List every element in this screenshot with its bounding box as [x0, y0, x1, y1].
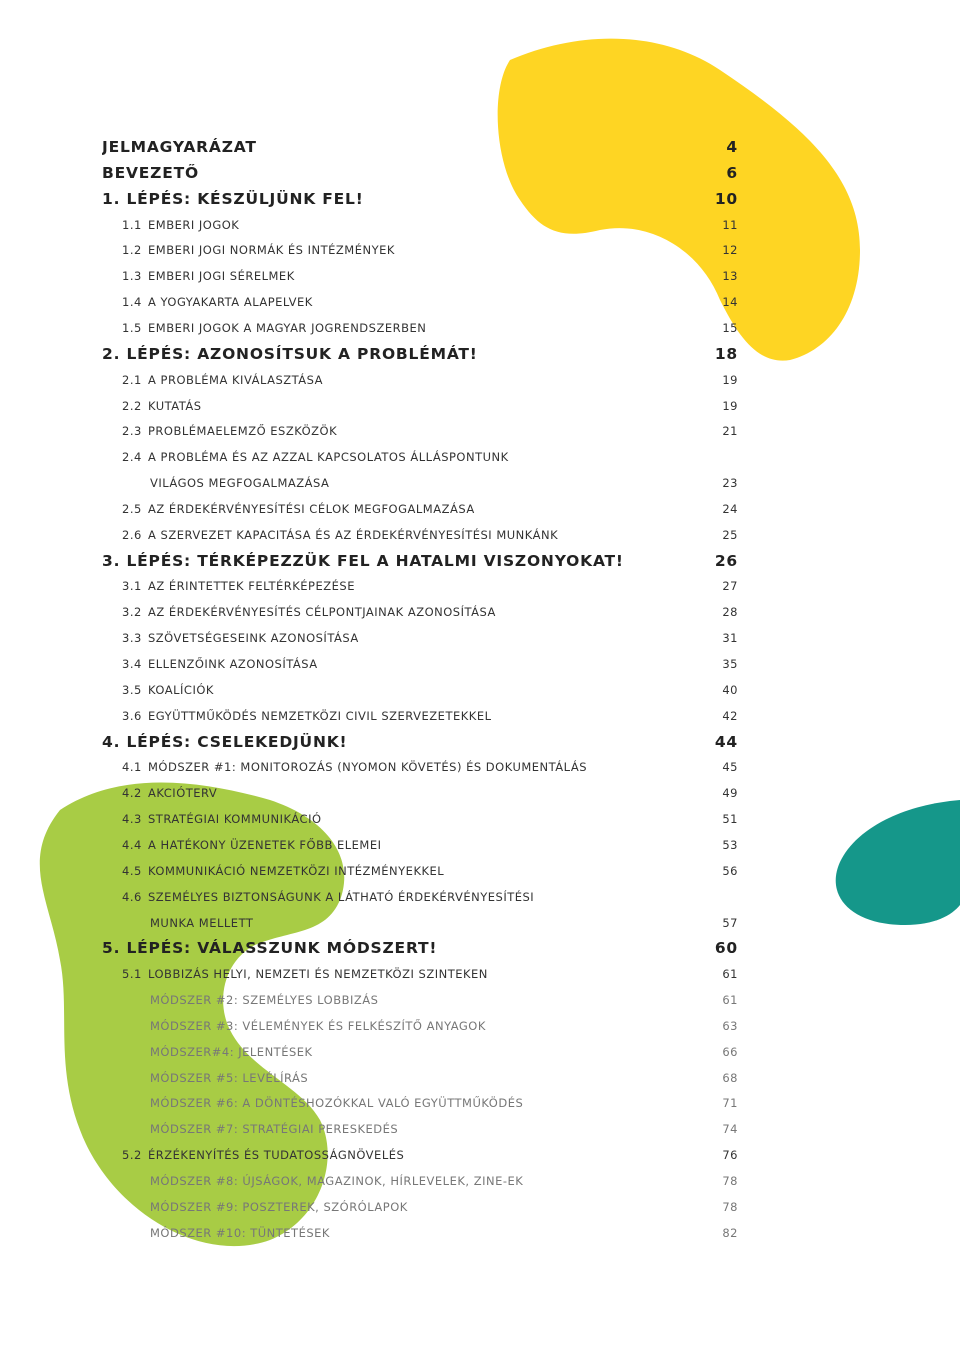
- toc-entry-label: ÉRZÉKENYÍTÉS ÉS TUDATOSSÁGNÖVELÉS: [148, 1148, 405, 1163]
- toc-entry-title: [102, 373, 722, 387]
- toc-section-row[interactable]: [102, 599, 738, 625]
- toc-entry-title: [102, 218, 722, 232]
- toc-page-number: 23: [722, 476, 738, 491]
- toc-method-row[interactable]: [102, 1220, 738, 1246]
- toc-entry-number: 2.3: [122, 424, 142, 439]
- toc-entry-number: 3.3: [122, 631, 142, 646]
- toc-section-row[interactable]: [102, 237, 738, 263]
- toc-entry-title: MÓDSZER #7: STRATÉGIAI PERESKEDÉS: [150, 1122, 399, 1137]
- toc-page-number: 13: [722, 269, 738, 284]
- toc-page-number: 14: [722, 295, 738, 310]
- toc-section-row[interactable]: [102, 703, 738, 729]
- toc-chapter-row[interactable]: [102, 160, 738, 186]
- toc-section-row[interactable]: [102, 212, 738, 238]
- toc-page-number: 44: [714, 732, 738, 751]
- toc-entry-label: SZEMÉLYES BIZTONSÁGUNK A LÁTHATÓ ÉRDEKÉRVÉNYESÍTÉSI: [148, 889, 535, 904]
- toc-entry-title: MÓDSZER #5: LEVÉLÍRÁS: [150, 1070, 309, 1085]
- toc-page-number: 24: [722, 501, 738, 516]
- toc-entry-label: AKCIÓTERV: [148, 786, 218, 801]
- toc-entry-title: 1. LÉPÉS: KÉSZÜLJÜNK FEL!: [102, 189, 364, 208]
- toc-entry-number: 1.4: [122, 295, 142, 310]
- toc-section-row[interactable]: [102, 651, 738, 677]
- toc-entry-number: 2.6: [122, 527, 142, 542]
- toc-entry-title: [102, 1148, 722, 1162]
- toc-page-number: 78: [722, 1199, 738, 1214]
- toc-entry-label: EMBERI JOGI SÉRELMEK: [148, 269, 295, 284]
- toc-section-row[interactable]: [102, 858, 738, 884]
- toc-page-number: 61: [722, 967, 738, 982]
- toc-entry-number: 5.2: [122, 1148, 142, 1163]
- toc-entry-label: EMBERI JOGOK A MAGYAR JOGRENDSZERBEN: [148, 320, 427, 335]
- toc-section-row[interactable]: [102, 496, 738, 522]
- toc-page-number: 60: [714, 939, 738, 958]
- toc-entry-title: [102, 838, 722, 852]
- toc-page-number: 63: [722, 1018, 738, 1033]
- toc-entry-title: [102, 631, 722, 645]
- toc-entry-title: [102, 295, 722, 309]
- toc-entry-title: [102, 760, 722, 774]
- toc-section-row[interactable]: [102, 573, 738, 599]
- toc-page-number: 53: [722, 837, 738, 852]
- toc-page-number: 82: [722, 1225, 738, 1240]
- toc-entry-title: 3. LÉPÉS: TÉRKÉPEZZÜK FEL A HATALMI VISZONYOKAT!: [102, 551, 624, 570]
- toc-entry-title: MÓDSZER#4: JELENTÉSEK: [150, 1044, 313, 1059]
- toc-entry-title: [102, 399, 722, 413]
- toc-entry-title: [102, 812, 722, 826]
- toc-entry-title: JELMAGYARÁZAT: [102, 138, 257, 156]
- toc-page-number: 71: [722, 1096, 738, 1111]
- toc-section-row[interactable]: [102, 780, 738, 806]
- toc-entry-number: 4.5: [122, 863, 142, 878]
- toc-entry-label: AZ ÉRDEKÉRVÉNYESÍTÉSI CÉLOK MEGFOGALMAZÁSA: [148, 501, 475, 516]
- toc-entry-label: LOBBIZÁS HELYI, NEMZETI ÉS NEMZETKÖZI SZINTEKEN: [148, 967, 488, 982]
- toc-method-row[interactable]: [102, 1116, 738, 1142]
- toc-entry-title: [102, 528, 722, 542]
- toc-entry-title: 2. LÉPÉS: AZONOSÍTSUK A PROBLÉMÁT!: [102, 344, 478, 363]
- toc-entry-title: [102, 321, 722, 335]
- toc-entry-label: KOALÍCIÓK: [148, 682, 214, 697]
- toc-page-number: 66: [722, 1044, 738, 1059]
- toc-chapter-row[interactable]: [102, 729, 738, 755]
- toc-entry-number: 1.1: [122, 217, 142, 232]
- toc-entry-label: EMBERI JOGOK: [148, 217, 240, 232]
- toc-entry-title: VILÁGOS MEGFOGALMAZÁSA: [150, 476, 330, 491]
- toc-section-row[interactable]: [102, 1142, 738, 1168]
- toc-entry-title: [102, 657, 722, 671]
- toc-section-row[interactable]: [102, 522, 738, 548]
- toc-entry-title: [102, 243, 722, 257]
- toc-section-row[interactable]: [102, 418, 738, 444]
- toc-method-row[interactable]: [102, 1039, 738, 1065]
- toc-chapter-row[interactable]: [102, 186, 738, 212]
- toc-method-row[interactable]: [102, 1065, 738, 1091]
- toc-entry-title: MUNKA MELLETT: [150, 915, 254, 930]
- toc-page-number: 42: [722, 708, 738, 723]
- toc-page-number: 61: [722, 993, 738, 1008]
- toc-entry-label: EMBERI JOGI NORMÁK ÉS INTÉZMÉNYEK: [148, 243, 395, 258]
- toc-entry-label: EGYÜTTMŰKÖDÉS NEMZETKÖZI CIVIL SZERVEZETEKKEL: [148, 708, 492, 723]
- toc-entry-label: STRATÉGIAI KOMMUNIKÁCIÓ: [148, 812, 322, 827]
- toc-entry-title: 5. LÉPÉS: VÁLASSZUNK MÓDSZERT!: [102, 939, 438, 958]
- toc-page-number: 35: [722, 657, 738, 671]
- toc-method-row[interactable]: [102, 987, 738, 1013]
- toc-entry-number: 3.6: [122, 708, 142, 723]
- toc-entry-label: A YOGYAKARTA ALAPELVEK: [148, 295, 313, 310]
- toc-entry-title: [102, 269, 722, 283]
- toc-page-number: 25: [722, 527, 738, 542]
- toc-entry-label: AZ ÉRINTETTEK FELTÉRKÉPEZÉSE: [148, 579, 355, 594]
- toc-entry-label: AZ ÉRDEKÉRVÉNYESÍTÉS CÉLPONTJAINAK AZONOSÍTÁSA: [148, 605, 496, 620]
- toc-method-row[interactable]: [102, 1013, 738, 1039]
- toc-method-row[interactable]: [102, 1168, 738, 1194]
- toc-entry-number: 3.1: [122, 579, 142, 594]
- toc-page-number: 28: [722, 605, 738, 620]
- toc-method-row[interactable]: [102, 1090, 738, 1116]
- toc-entry-title: [102, 579, 722, 593]
- toc-section-row[interactable]: [102, 961, 738, 987]
- toc-chapter-row[interactable]: [102, 134, 738, 160]
- toc-entry-number: 4.1: [122, 760, 142, 775]
- toc-entry-number: 4.6: [122, 889, 142, 904]
- toc-entry-label: A PROBLÉMA ÉS AZ AZZAL KAPCSOLATOS ÁLLÁSPONTUNK: [148, 450, 509, 465]
- toc-section-row[interactable]: [102, 470, 738, 496]
- toc-chapter-row[interactable]: [102, 548, 738, 574]
- toc-section-row[interactable]: [102, 884, 738, 910]
- toc-page-number: 56: [722, 863, 738, 878]
- toc-page-number: 74: [722, 1122, 738, 1137]
- toc-entry-label: KUTATÁS: [148, 398, 202, 413]
- toc-chapter-row[interactable]: [102, 341, 738, 367]
- toc-entry-number: 2.4: [122, 450, 142, 465]
- toc-page-number: 49: [722, 786, 738, 801]
- toc-entry-title: MÓDSZER #3: VÉLEMÉNYEK ÉS FELKÉSZÍTŐ ANYAGOK: [150, 1018, 486, 1033]
- toc-entry-label: KOMMUNIKÁCIÓ NEMZETKÖZI INTÉZMÉNYEKKEL: [148, 863, 445, 878]
- toc-section-row[interactable]: [102, 910, 738, 936]
- toc-entry-number: 1.5: [122, 320, 142, 335]
- toc-page-number: 15: [722, 320, 738, 335]
- toc-entry-number: 4.3: [122, 812, 142, 827]
- toc-entry-label: PROBLÉMAELEMZŐ ESZKÖZÖK: [148, 424, 338, 439]
- toc-entry-label: A SZERVEZET KAPACITÁSA ÉS AZ ÉRDEKÉRVÉNYESÍTÉSI MUNKÁNK: [148, 527, 559, 542]
- toc-entry-number: 1.2: [122, 243, 142, 258]
- toc-section-row[interactable]: [102, 315, 738, 341]
- toc-entry-number: 4.4: [122, 837, 142, 852]
- toc-entry-label: A HATÉKONY ÜZENETEK FŐBB ELEMEI: [148, 837, 382, 852]
- toc-page-number: 76: [722, 1148, 738, 1163]
- toc-entry-label: SZÖVETSÉGESEINK AZONOSÍTÁSA: [148, 631, 359, 646]
- toc-entry-title: [102, 424, 722, 438]
- toc-entry-number: 1.3: [122, 269, 142, 284]
- toc-entry-label: MÓDSZER #1: MONITOROZÁS (NYOMON KÖVETÉS) ÉS DOKUMENTÁLÁS: [148, 760, 587, 775]
- toc-page-number: 57: [722, 915, 738, 930]
- toc-entry-number: 2.1: [122, 372, 142, 387]
- toc-page-number: 27: [722, 579, 738, 594]
- toc-section-row[interactable]: [102, 444, 738, 470]
- toc-section-row[interactable]: [102, 289, 738, 315]
- toc-entry-title: [102, 967, 722, 981]
- toc-entry-title: MÓDSZER #6: A DÖNTÉSHOZÓKKAL VALÓ EGYÜTTMŰKÖDÉS: [150, 1096, 524, 1111]
- toc-entry-label: ELLENZŐINK AZONOSÍTÁSA: [148, 657, 318, 671]
- toc-entry-number: 3.2: [122, 605, 142, 620]
- toc-entry-title: [102, 450, 738, 464]
- toc-entry-number: 3.4: [122, 657, 142, 671]
- toc-entry-title: MÓDSZER #8: ÚJSÁGOK, MAGAZINOK, HÍRLEVELEK, ZINE-EK: [150, 1174, 524, 1188]
- toc-section-row[interactable]: [102, 393, 738, 419]
- toc-entry-title: [102, 683, 722, 697]
- toc-page-number: 19: [722, 398, 738, 413]
- toc-entry-title: MÓDSZER #10: TÜNTETÉSEK: [150, 1225, 330, 1240]
- toc-page-number: 78: [722, 1174, 738, 1188]
- toc-entry-title: [102, 605, 722, 619]
- toc-page-number: 6: [726, 163, 738, 182]
- toc-entry-title: [102, 890, 738, 904]
- toc-section-row[interactable]: [102, 263, 738, 289]
- toc-entry-title: [102, 786, 722, 800]
- toc-entry-title: [102, 709, 722, 723]
- toc-entry-number: 4.2: [122, 786, 142, 801]
- toc-section-row[interactable]: [102, 806, 738, 832]
- toc-page-number: 19: [722, 372, 738, 387]
- toc-page-number: 18: [714, 344, 738, 363]
- toc-entry-number: 2.5: [122, 501, 142, 516]
- toc-section-row[interactable]: [102, 367, 738, 393]
- toc-page-number: 10: [714, 189, 738, 208]
- toc-entry-title: 4. LÉPÉS: CSELEKEDJÜNK!: [102, 732, 348, 751]
- toc-page-number: 26: [714, 551, 738, 570]
- toc-entry-title: [102, 502, 722, 516]
- toc-entry-title: BEVEZETŐ: [102, 163, 199, 182]
- toc-page-number: 31: [722, 631, 738, 646]
- toc-entry-title: [102, 864, 722, 878]
- toc-page-number: 12: [722, 243, 738, 258]
- toc-entry-title: MÓDSZER #9: POSZTEREK, SZÓRÓLAPOK: [150, 1199, 408, 1214]
- toc-page-number: 21: [722, 424, 738, 439]
- toc-entry-number: 5.1: [122, 967, 142, 982]
- toc-page-number: 11: [722, 217, 738, 232]
- toc-entry-number: 2.2: [122, 398, 142, 413]
- toc-page-number: 4: [726, 138, 738, 156]
- toc-section-row[interactable]: [102, 832, 738, 858]
- toc-page-number: 45: [722, 760, 738, 775]
- toc-entry-number: 3.5: [122, 682, 142, 697]
- toc-entry-label: A PROBLÉMA KIVÁLASZTÁSA: [148, 372, 324, 387]
- toc-section-row[interactable]: [102, 754, 738, 780]
- toc-page-number: 51: [722, 812, 738, 827]
- toc-page-number: 68: [722, 1070, 738, 1085]
- toc-section-row[interactable]: [102, 677, 738, 703]
- toc-method-row[interactable]: [102, 1194, 738, 1220]
- toc-entry-title: MÓDSZER #2: SZEMÉLYES LOBBIZÁS: [150, 993, 379, 1008]
- toc-page-number: 40: [722, 682, 738, 697]
- toc-chapter-row[interactable]: [102, 935, 738, 961]
- toc-section-row[interactable]: [102, 625, 738, 651]
